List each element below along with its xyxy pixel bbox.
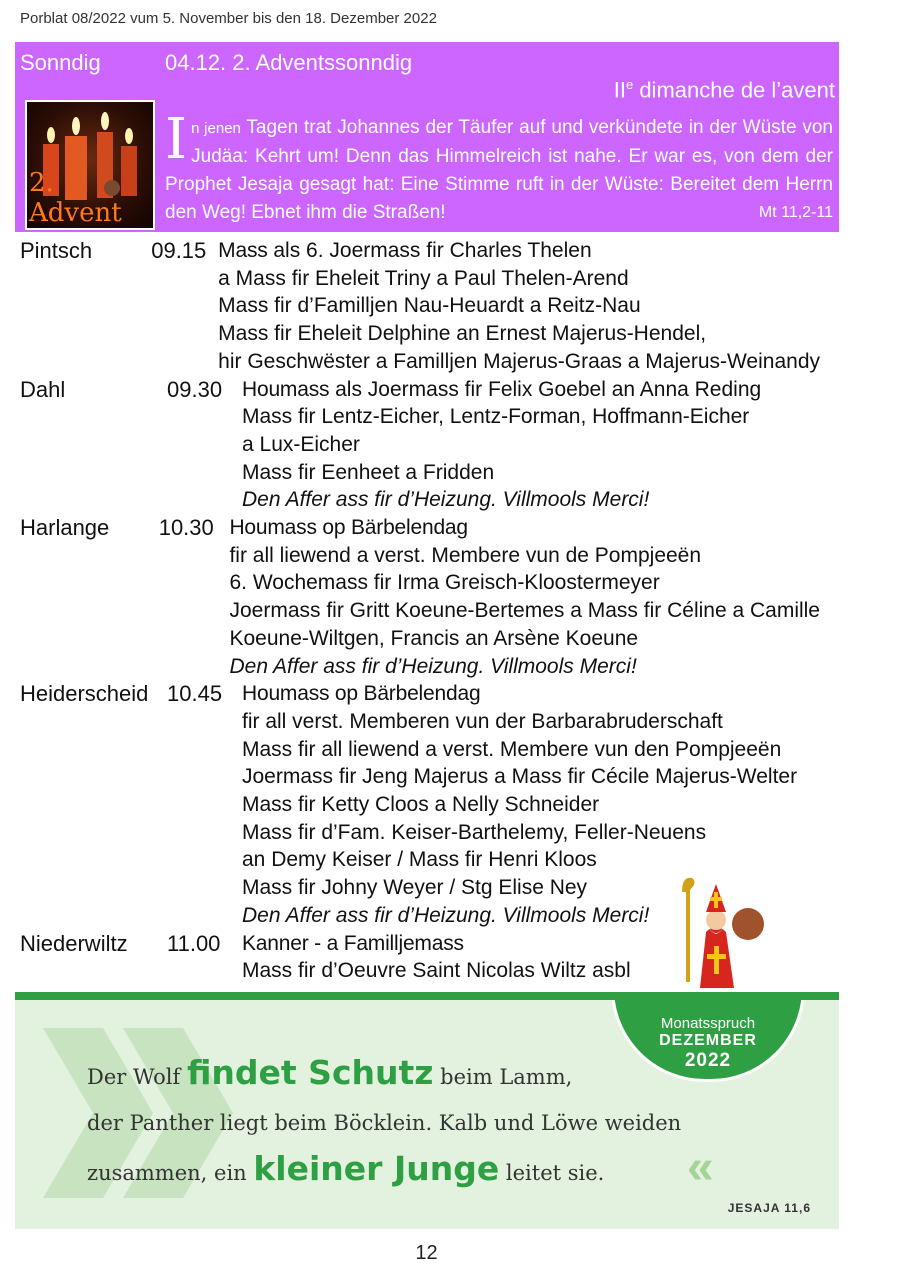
mass-time: 09.15 xyxy=(151,238,207,263)
intention-line: Mass fir all liewend a verst. Membere vun den Pompjeeën xyxy=(242,737,782,761)
intention-line: Den Affer ass fir d’Heizung. Villmools Merci! xyxy=(242,488,650,512)
intention-line: Den Affer ass fir d’Heizung. Villmools Merci! xyxy=(229,654,637,678)
location-name: Pintsch xyxy=(20,238,93,263)
mass-title-line xyxy=(242,680,820,708)
location-name: Dahl xyxy=(20,376,66,402)
mass-intentions xyxy=(218,237,820,376)
location-name: Heiderscheid xyxy=(20,681,149,707)
intention-line: a Mass fir Eheleit Triny a Paul Thelen-Arend xyxy=(218,266,629,290)
location-block xyxy=(20,237,820,376)
mass-time: 10.45 xyxy=(167,681,223,707)
mass-intentions xyxy=(242,376,820,515)
advent-label: 2. Advent xyxy=(29,168,122,228)
intention-line: Mass fir d’Oeuvre Saint Nicolas Wiltz asbl xyxy=(242,959,631,983)
mass-time: 10.30 xyxy=(158,515,214,541)
page-number: 12 xyxy=(415,1242,438,1264)
intention-line: a Lux-Eicher xyxy=(242,432,360,456)
intention-line: 6. Wochemass fir Irma Greisch-Kloostermeyer xyxy=(229,571,660,595)
intention-line: fir all liewend a verst. Membere vun de Pompjeeën xyxy=(229,543,702,567)
mass-type: Houmass op Bärbelendag xyxy=(229,516,468,540)
intention-line: Mass fir d’Fam. Keiser-Barthelemy, Feller-Neuens xyxy=(242,820,707,844)
french-title: IIe dimanche de l’avent xyxy=(613,77,835,103)
sunday-box xyxy=(15,42,839,232)
mass-intentions xyxy=(229,514,820,680)
intention-line: Mass fir d’Familljen Nau-Heuardt a Reitz-Nau xyxy=(218,294,641,318)
intention-line: Koeune-Wiltgen, Francis an Arsène Koeune xyxy=(229,626,639,650)
intention-line: Mass fir Johny Weyer / Stg Elise Ney xyxy=(242,876,588,900)
location-name: Niederwiltz xyxy=(20,930,128,956)
mass-type: Houmass op Bärbelendag xyxy=(242,682,481,706)
date-title: 04.12. 2. Adventssonndig xyxy=(165,50,413,75)
green-divider xyxy=(15,992,839,1000)
mass-title-line xyxy=(229,514,820,542)
intention-line: Joermass fir Gritt Koeune-Bertemes a Mass fir Céline a Camille xyxy=(229,599,820,623)
intention-line: an Demy Keiser / Mass fir Henri Kloos xyxy=(242,848,597,872)
intention-line: Joermass fir Jeng Majerus a Mass fir Cécile Majerus-Welter xyxy=(242,765,798,789)
mass-time: 11.00 xyxy=(167,930,221,956)
mass-title-line: Houmass als Joermass fir Felix Goebel an Anna Reding xyxy=(242,377,762,401)
day-label: Sonndig xyxy=(20,50,101,75)
intention-line: fir all verst. Memberen vun der Barbarabruderschaft xyxy=(242,709,723,733)
intention-line: hir Geschwëster a Familljen Majerus-Graas a Majerus-Weinandy xyxy=(218,349,820,373)
month-badge: Monatsspruch DEZEMBER 2022 xyxy=(611,1000,805,1082)
location-block xyxy=(20,514,820,680)
saint-nicolas-icon xyxy=(676,870,766,988)
mass-title-line: Mass als 6. Joermass fir Charles Thelen xyxy=(218,239,592,262)
quote-text: Der Wolf findet Schutz beim Lamm, der Panther liegt beim Böcklein. Kalb und Löwe weiden zusammen, ein kleiner Junge leitet sie. xyxy=(87,1053,682,1188)
intention-line: Mass fir Eheleit Delphine an Ernest Majerus-Hendel, xyxy=(218,322,707,346)
mass-type: Kanner - a Familljemass xyxy=(242,931,464,955)
location-block xyxy=(20,376,820,515)
quote-source: JESAJA 11,6 xyxy=(727,1201,811,1215)
intention-line: Den Affer ass fir d’Heizung. Villmools Merci! xyxy=(242,903,650,927)
intention-line: Mass fir Eenheet a Fridden xyxy=(242,460,495,484)
advent-candles-image xyxy=(25,100,155,230)
closing-quote-icon: « xyxy=(687,1141,714,1194)
mass-type: Houmass xyxy=(242,377,330,401)
gospel-reference: Mt 11,2-11 xyxy=(758,204,833,221)
header-line: Porblat 08/2022 vum 5. November bis den 18. Dezember 2022 xyxy=(20,10,437,27)
monatsspruch-panel xyxy=(15,1000,839,1229)
dropcap: I xyxy=(165,107,188,172)
intention-line: Mass fir Ketty Cloos a Nelly Schneider xyxy=(242,793,600,817)
location-name: Harlange xyxy=(20,515,110,541)
mass-time: 09.30 xyxy=(167,376,223,402)
intention-line: Mass fir Lentz-Eicher, Lentz-Forman, Hoffmann-Eicher xyxy=(242,405,750,429)
mass-type: Mass xyxy=(218,239,268,262)
gospel-text: In jenen Tagen trat Johannes der Täufer auf und verkündete in der Wüste von Judäa: Kehrt um! Denn das Himmelreich ist nahe. Er war es, von dem der Prophet Jesaja gesagt hat: Eine Stimme ruft in der Wüste: Bereitet dem Herrn den Weg! Ebnet ihm die Straßen! Mt 11,2-11 xyxy=(165,114,833,227)
